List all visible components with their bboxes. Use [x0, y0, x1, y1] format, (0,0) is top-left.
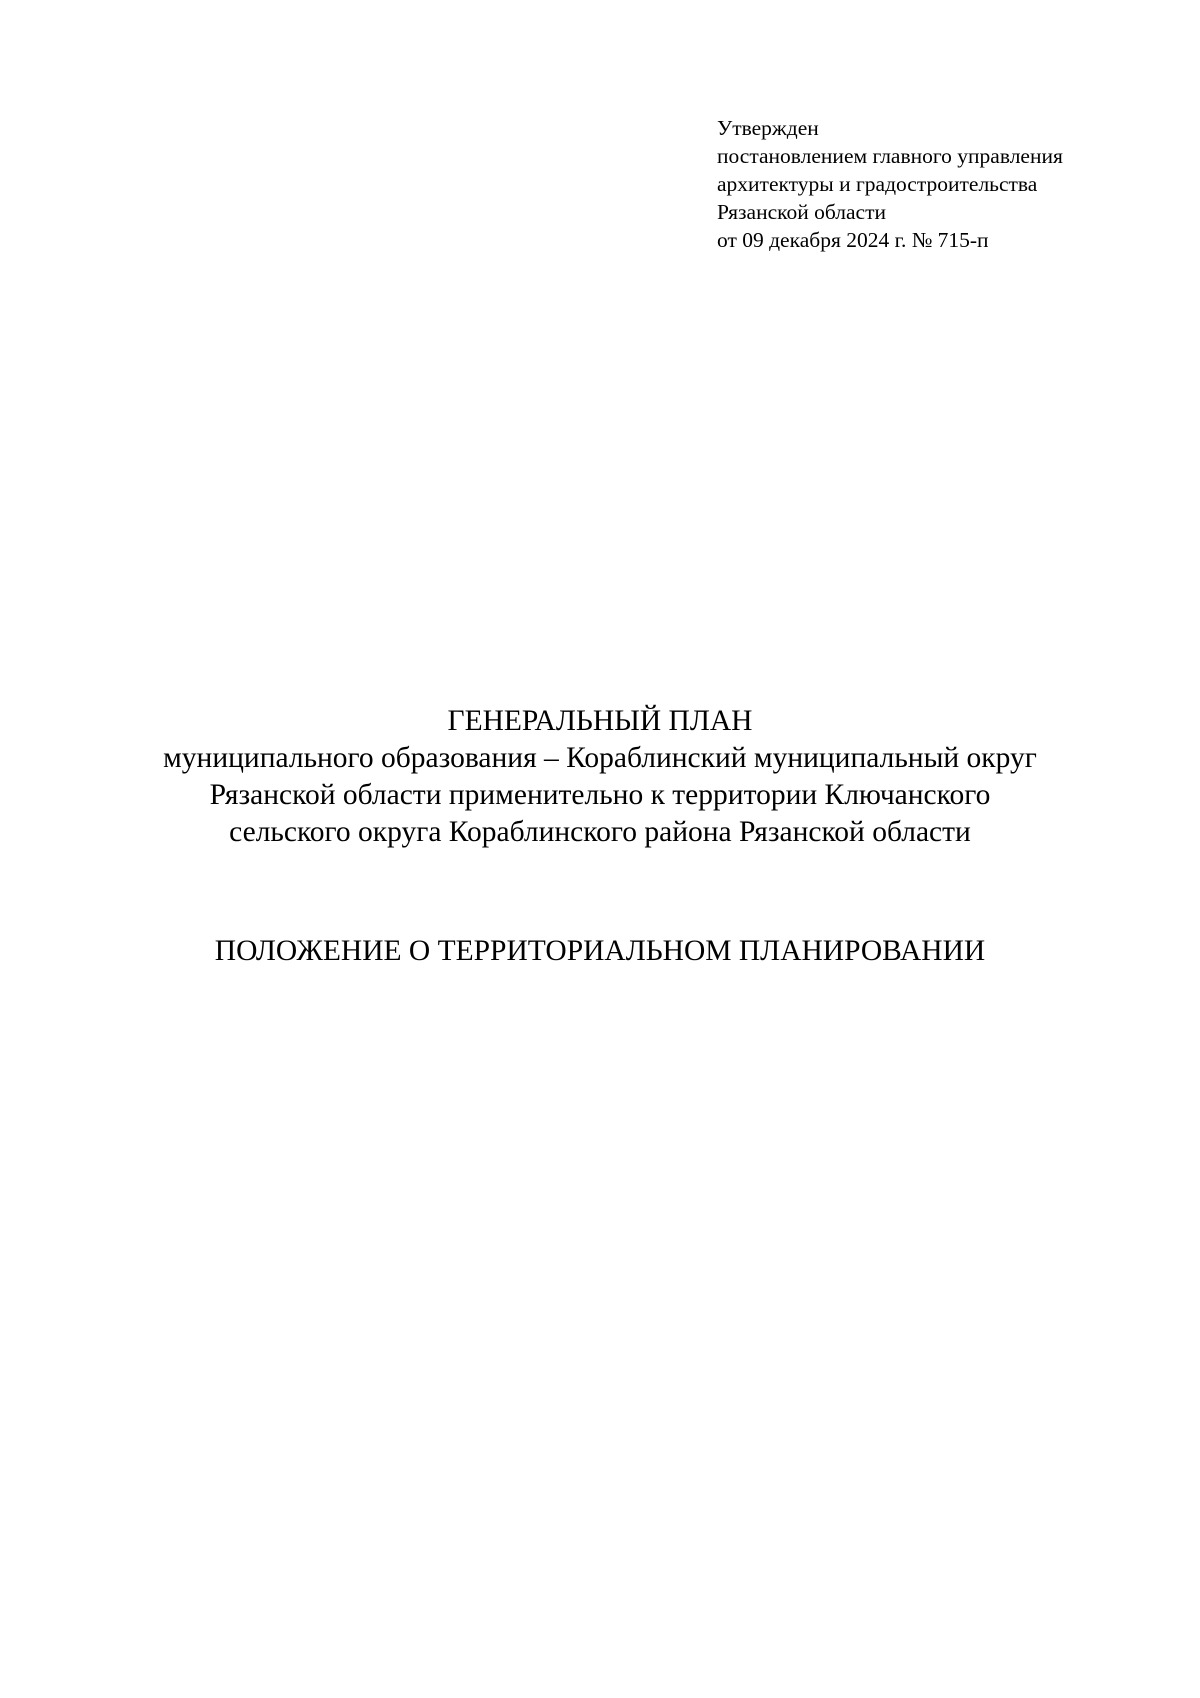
title-subtitle-line-2: Рязанской области применительно к территории Ключанского: [209, 779, 991, 811]
approval-line-architecture: архитектуры и градостроительства: [717, 172, 1038, 196]
section-heading: ПОЛОЖЕНИЕ О ТЕРРИТОРИАЛЬНОМ ПЛАНИРОВАНИИ: [214, 935, 986, 967]
title-subtitle-line-1: муниципального образования – Кораблинский муниципальный округ: [163, 742, 1037, 774]
approval-stamp: [717, 114, 1177, 254]
approval-line-resolution: постановлением главного управления: [717, 144, 1063, 168]
approval-line-approved: Утвержден: [717, 116, 819, 140]
approval-line-date-number: от 09 декабря 2024 г. № 715-п: [717, 228, 989, 252]
document-title: [0, 703, 1200, 851]
title-heading: ГЕНЕРАЛЬНЫЙ ПЛАН: [447, 705, 753, 737]
approval-line-region: Рязанской области: [717, 200, 886, 224]
title-subtitle-line-3: сельского округа Кораблинского района Рязанской области: [229, 816, 971, 848]
